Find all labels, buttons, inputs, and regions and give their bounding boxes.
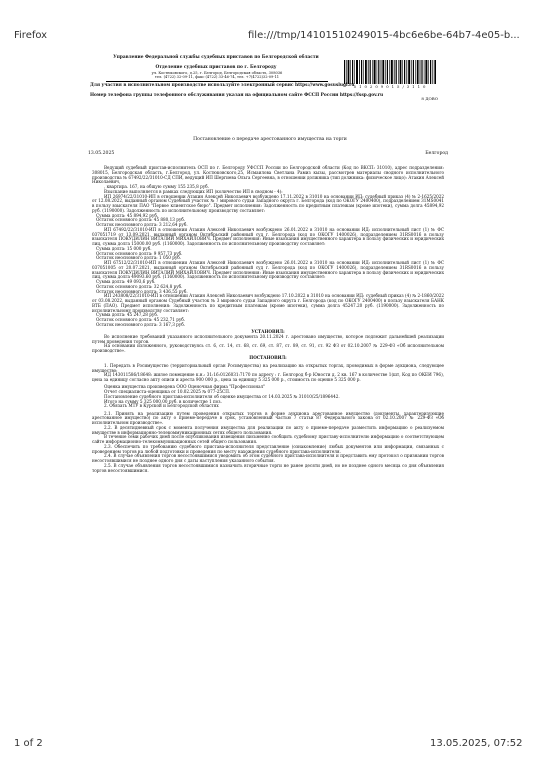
sum-line: Сумма долга: 49 093,6 руб. bbox=[96, 279, 156, 284]
paragraph: Ведущий судебный пристав-исполнитель ОСП по г. Белгороду УФССП России по Белгородской области (Код по ВКСП: 31010), адрес подразделения: 308015, Белгородская область, г.Белгород, ул. Костюковского,25, Исмаилова Светлана Рамиз кызы, рассмотрев материалы сводного исполнительного производства № 67492/22/31010-СД СПИ, ведущий ИП Шергиева Ольга Сергеевна, в отношении должника (тип должника: физическое лицо): Атакин Алексей Николаевич, bbox=[92, 165, 444, 185]
sum-line: Сумма долга: 45 894,92 руб. bbox=[96, 212, 159, 218]
paragraph: Итого на сумму 5 325 000,00 руб. в количестве 1 поз. bbox=[104, 398, 222, 404]
sum-line: Остаток неосновного долга: 3 436,55 руб. bbox=[96, 288, 188, 294]
paragraph: , квартира. 167, на общую сумму 155 235,8 руб. bbox=[104, 184, 209, 189]
paragraph: 2.5. В случае объявления торгов несостоявшимися назначить вторичные торги не ранее десяти дней, но не позднее одного месяца со дня объявления торгов несостоявшимися. bbox=[92, 462, 444, 473]
paragraph: 2. Обязать МТУ в Курской и Белгородской областях bbox=[104, 403, 219, 409]
paragraph: Отчет специалиста-оценщика от 10.02.2025 № 077-25СП. bbox=[104, 389, 231, 395]
paragraph: 2.1. Принять на реализацию путем проведения открытых торгов в форме аукциона арестованное имущество (документы, характеризующие арестованное имущество) по акту о приеме-передаче в срок, установленный частью 7 статьи 87 Федерального закона от 02.10.2007 № 229-ФЗ «Об исполнительном производстве». bbox=[92, 410, 444, 426]
paragraph: ИП 67492/22/31010-ИП в отношении Атакин Алексей Николаевич возбуждено 26.01.2022 в 31010 на основании ИД: исполнительный лист (1) № ФС 037051719 от 13.09.2021, выданный органом Октябрьский районный суд г. Белгорода (код по ОКОГУ 1400026), подразделением 31RS0016 в пользу взыскателя ПОКУДИЛИН ВИТАЛИЙ МИХАЙЛОВИЧ. Предмет исполнения: Иные взыскания имущественного характера в пользу физических и юридических лиц, сумма долга 15000.00 руб. (1160000). Задолженность по исполнительному производству составляет: bbox=[92, 226, 444, 246]
fssp-phone-notice: Номер телефона группы телефонного обслуживания указан на официальном сайте ФССП России https://fssp.gov.ru bbox=[90, 93, 384, 98]
header-department: Отделение судебных приставов по г. Белгороду bbox=[155, 65, 277, 70]
paragraph: 1. Передать в Росимущество (территориальный орган Росимущества) на реализацию на открытых торгах, проводимых в форме аукциона, следующее имущество: bbox=[92, 362, 444, 373]
paragraph: ИД 143011586/18648: жилое помещение к.н.: 31:16:0126031:7170 по адресу : г. Белгород б-р Юности д. 2 кв. 167 в количестве 1(шт, Код по ОКЕИ 796), цена за единицу согласно акту описи и ареста 900 000 р., цена за единицу 5 325 000 р., стоимость по оценке 5 325 000 р. bbox=[92, 372, 444, 383]
paragraph: ИП 26974/22/31010-ИП в отношении Атакин Алексей Николаевич возбуждено 17.11.2022 в 31010 на основании ИД: судебный приказ (4) № 2-1625/2022 от 12.08.2022, выданный органом Судебный участок № 7 мирового судьи Западного округа г. Белгорода (код по ОКОГУ 2400400), подразделением 31MS0041 в пользу взыскателя ПАО "Первое клиентское бюро". Предмет исполнения: Задолженность по кредитным платежам (кроме ипотеки), сумма долга 45894,92 руб. (1190000). Задолженность по исполнительному производству составляет: bbox=[92, 193, 444, 213]
sum-line: Сумма долга: 45 247,28 руб. bbox=[96, 312, 159, 318]
sum-line: Остаток неосновного долга: 3 212,64 руб. bbox=[96, 222, 188, 227]
paragraph: 2.3. Обеспечить по требованию судебного пристава-исполнителя представление (ознакомление) любых документов или информации, связанных с проведением торгов на любой подготовки и проведения по месту нахождения судебного пристава-исполнителя. bbox=[92, 443, 444, 454]
gosuslugi-notice: Для участия в исполнительном производстве используйте электронный сервис https://www.gosuslugi.ru bbox=[90, 83, 355, 88]
paragraph: Оценка имущества произведена ООО Оценочная фирма "Профессионал" bbox=[104, 384, 266, 390]
document-city: Белгород bbox=[425, 151, 448, 156]
header-divider bbox=[106, 81, 328, 82]
barcode-icon bbox=[344, 60, 436, 84]
paragraph: 2.4. В случае объявления торгов несостоявшимися уведомить об этом судебного пристава-исполнителя и представить ему протокол о признании торгов несостоявшимися не позднее одного дня с даты наступления указанного события. bbox=[92, 453, 444, 464]
sum-line: Остаток неосновного долга: 3 167,3 руб. bbox=[96, 321, 186, 327]
document-code: 8 ДОВО bbox=[421, 96, 438, 101]
sum-line: Остаток основного долга: 45 880,13 руб. bbox=[96, 217, 186, 223]
browser-name: Firefox bbox=[14, 30, 48, 41]
sum-line: Остаток основного долга: 32 624,8 руб. bbox=[96, 283, 183, 289]
header-organization: Управление Федеральной службы судебных приставов по Белгородской области bbox=[113, 55, 319, 60]
sum-line: Остаток неосновного долга: 1 050 руб. bbox=[96, 255, 182, 261]
heading-ustanovil: УСТАНОВИЛ: bbox=[251, 329, 285, 335]
sum-line: Сумма долга: 15 000 руб. bbox=[96, 245, 152, 251]
paragraph: ИП 67512/22/31010-ИП в отношении Атакин Алексей Николаевич возбуждено 26.01.2022 в 31010 на основании ИД: исполнительный лист (1) № ФС 037051005 от 20.07.2021, выданный органом Октябрьский районный суд г. Белгорода (код по ОКОГУ 1400026), подразделением 31RS0016 в пользу взыскателя ПОКУДИЛИН ВИТАЛИЙ МИХАЙЛОВИЧ. Предмет исполнения: Иные взыскания имущественного характера в пользу физических и юридических лиц, сумма долга 49093.60 руб. (1160000). Задолженность по исполнительному производству составляет: bbox=[92, 260, 444, 280]
paragraph: Взыскание выполняется в рамках следующих ИП (количество ИП в сводном - 4): bbox=[104, 188, 283, 194]
paragraph: Во исполнение требований указанного исполнительного документа 20.11.2024 г. арестовано имущество, которое подлежит дальнейшей реализации путем проведения торгов. bbox=[92, 333, 444, 344]
header-address bbox=[112, 71, 322, 79]
heading-postanovil: ПОСТАНОВИЛ: bbox=[249, 355, 287, 361]
header-address-line: тел. (4722) 32-09-11, факс (4722) 33-46-74, тел. +7(4722)32-09-11 bbox=[154, 75, 280, 80]
paragraph: ИП 243808/22/31010-ИП в отношении Атакин Алексей Николаевич возбуждено 17.10.2022 в 31010 на основании ИД: судебный приказ (4) № 2-1860/2022 от 03.08.2022, выданный органом Судебный участок № 3 мирового судьи Западного округа г. Белгорода (код по ОКОГУ 2400400) в пользу взыскателя БАНК ВТБ (ПАО). Предмет исполнения: Задолженность по кредитным платежам (кроме ипотеки), сумма долга 45247.20 руб. (1190000). Задолженность по исполнительному производству составляет: bbox=[92, 293, 444, 313]
sum-line: Остаток основного долга: 45 232,71 руб. bbox=[96, 317, 186, 322]
document-body bbox=[92, 166, 444, 473]
barcode-number: 5 1 0 2 0 9 0 1 5 / 3 1 1 0 bbox=[353, 84, 427, 89]
header-address-line: ул. Костюковского, д.25, г. Белгород, Белгородская область, 308036 bbox=[151, 71, 283, 75]
paragraph: В течение семи рабочих дней после опубликования извещения письменно сообщить судебному приставу-исполнителю информацию о соответствующем сайте информационно-телекоммуникационных сетей общего пользования. bbox=[92, 434, 444, 445]
paragraph: Постановление судебного пристава-исполнителя об оценке имущества от 14.03.2025 № 31010/25/1896442. bbox=[104, 393, 340, 399]
print-timestamp: 13.05.2025, 07:52 bbox=[430, 738, 523, 749]
document-page bbox=[88, 54, 452, 732]
paragraph: 2.2. В десятидневный срок с момента получения имущества для реализации по акту о приеме-передаче разместить информацию о реализуемом имуществе в информационно-телекоммуникационных сетях общего пользования. bbox=[92, 424, 444, 435]
page-indicator: 1 of 2 bbox=[14, 738, 43, 749]
file-url[interactable]: file:///tmp/14101510249015-4bc6e6be-64b7-4e05-b... bbox=[248, 30, 520, 41]
document-title: Постановление о передаче арестованного имущества на торги bbox=[193, 137, 347, 142]
document-date: 13.05.2025 bbox=[88, 151, 115, 156]
paragraph: На основании изложенного, руководствуясь ст. 6, ст. 14, ст. 68, ст. 69, ст. 87, ст. 89, ст. 91, ст. 92 ФЗ от 02.10.2007 № 229-ФЗ «Об исполнительном производстве». bbox=[92, 343, 444, 354]
sum-line: Остаток основного долга: 9 957,73 руб. bbox=[96, 250, 183, 256]
